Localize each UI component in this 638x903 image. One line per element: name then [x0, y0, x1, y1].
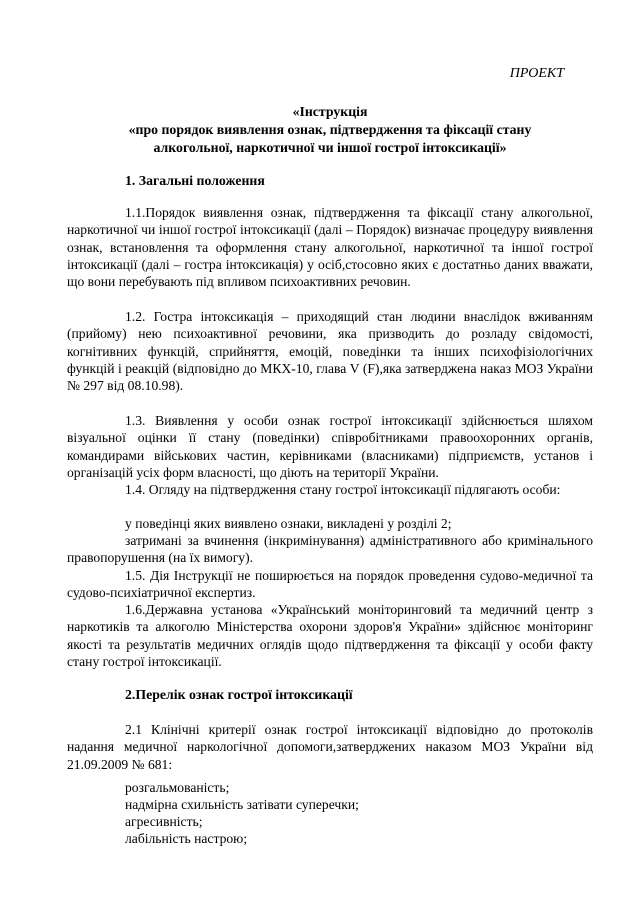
paragraph-1-2: 1.2. Гостра інтоксикація – приходящий стан людини внаслідок вживанням (прийому) нею психоактивної речовини, яка призводить до розладу свідомості, когнітивних функцій, сприйняття, емоцій, поведінки та інших психофізіологічних функцій і реакцій (відповідно до МКХ-10, глава V (F),яка затверджена наказ МОЗ України № 297 від 08.10.98). [67, 309, 593, 394]
criteria-item: розгальмованість; [125, 780, 230, 795]
document-title [67, 103, 593, 157]
criteria-item: лабільність настрою; [125, 831, 248, 846]
paragraph-1-5: 1.5. Дія Інструкції не поширюється на порядок проведення судово-медичної та судово-психіатричної експертиз. [67, 568, 593, 601]
section-1-heading: 1. Загальні положення [125, 173, 265, 188]
paragraph-1-4-item-b: затримані за вчинення (інкримінування) адміністративного або кримінального правопорушення (на їх вимогу). [67, 533, 593, 566]
criteria-item: надмірна схильність затівати суперечки; [125, 797, 359, 812]
paragraph-1-6: 1.6.Державна установа «Український моніторинговий та медичний центр з наркотиків та алкоголю Міністерства охорони здоров'я України» здійснює моніторинг якості та результатів медичних оглядів щодо підтвердження та фіксації у особи факту стану гострої інтоксикації. [67, 602, 593, 669]
paragraph-1-4: 1.4. Огляду на підтвердження стану гострої інтоксикації підлягають особи: [125, 482, 561, 497]
title-line-2: «про порядок виявлення ознак, підтвердження та фіксації стану [128, 122, 532, 137]
section-2-heading: 2.Перелік ознак гострої інтоксикації [125, 687, 353, 702]
paragraph-1-1: 1.1.Порядок виявлення ознак, підтвердження та фіксації стану алкогольної, наркотичної чи іншої гострої інтоксикації (далі – Порядок) визначає процедуру виявлення ознак, встановлення та оформлення стану алкогольної, наркотичної та іншої гострої інтоксикації (далі – гостра інтоксикація) у осіб,стосовно яких є достатньо даних вважати, що вони перебувають під впливом психоактивних речовин. [67, 205, 593, 290]
paragraph-1-3: 1.3. Виявлення у особи ознак гострої інтоксикації здійснюється шляхом візуальної оцінки її стану (поведінки) співробітниками правоохоронних органів, командирами військових частин, керівниками (власниками) підприємств, установ і організацій усіх форм власності, що діють на території України. [67, 413, 593, 480]
title-line-1: «Інструкція [292, 104, 368, 119]
paragraph-2-1: 2.1 Клінічні критерії ознак гострої інтоксикації відповідно до протоколів надання медичної наркологічної допомоги,затверджених наказом МОЗ України від 21.09.2009 № 681: [67, 722, 593, 772]
criteria-item: агресивність; [125, 814, 203, 829]
title-line-3: алкогольної, наркотичної чи іншої гострої інтоксикації» [153, 140, 507, 155]
draft-stamp: ПРОЕКТ [509, 66, 564, 81]
paragraph-1-4-item-a: у поведінці яких виявлено ознаки, викладені у розділі 2; [125, 516, 452, 531]
